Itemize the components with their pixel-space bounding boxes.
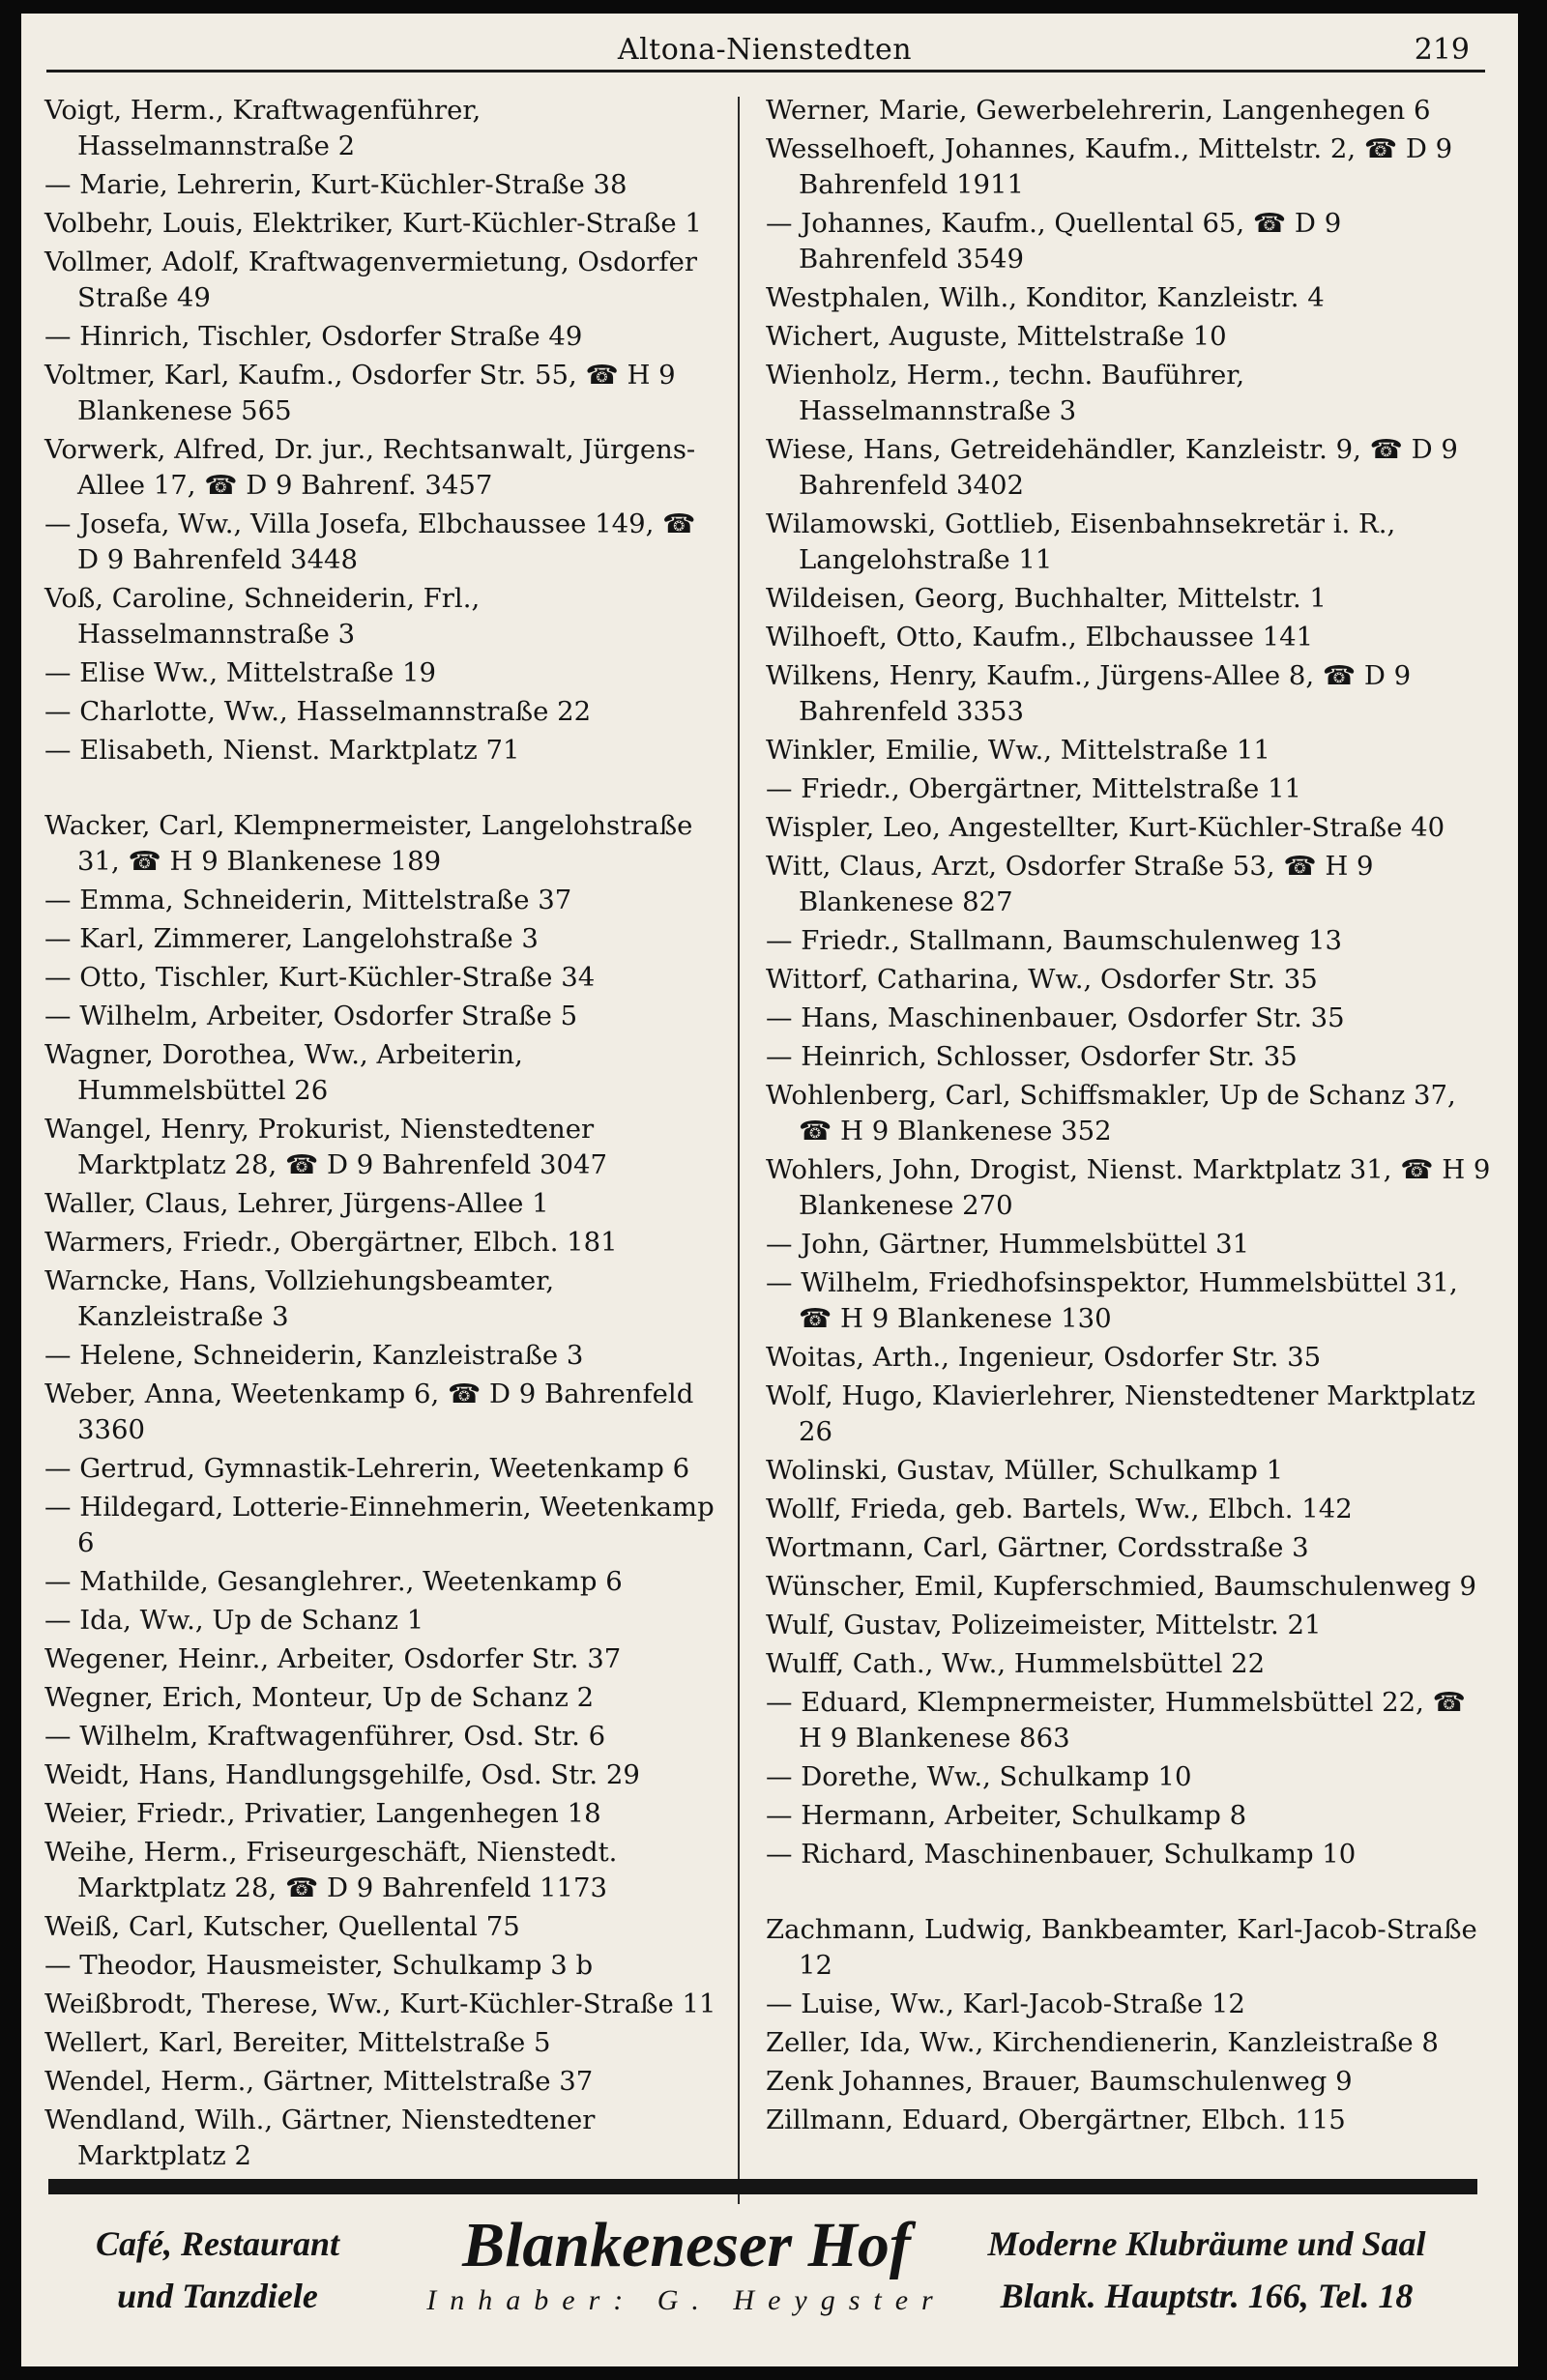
directory-entry: Zachmann, Ludwig, Bankbeamter, Karl-Jacob-Straße 12	[766, 1914, 1477, 1981]
directory-entry: — Richard, Maschinenbauer, Schulkamp 10	[766, 1839, 1357, 1870]
directory-entry: — Karl, Zimmerer, Langelohstraße 3	[44, 923, 539, 954]
directory-entry: — Otto, Tischler, Kurt-Küchler-Straße 34	[44, 962, 596, 993]
directory-entry: Wildeisen, Georg, Buchhalter, Mittelstr. 1	[766, 583, 1327, 614]
directory-entry: Wollf, Frieda, geb. Bartels, Ww., Elbch. 142	[766, 1494, 1353, 1524]
directory-entry: Wienholz, Herm., techn. Bauführer, Hasselmannstraße 3	[766, 360, 1245, 426]
page-title: Altona-Nienstedten	[617, 33, 913, 67]
directory-entry: Weißbrodt, Therese, Ww., Kurt-Küchler-Straße 11	[44, 1988, 716, 2019]
directory-entry: Voß, Caroline, Schneiderin, Frl., Hasselmannstraße 3	[44, 583, 481, 650]
directory-entry: Voigt, Herm., Kraftwagenführer, Hasselmannstraße 2	[44, 95, 482, 161]
directory-entry: — Friedr., Obergärtner, Mittelstraße 11	[766, 773, 1302, 804]
directory-entry: Wulff, Cath., Ww., Hummelsbüttel 22	[766, 1648, 1266, 1679]
directory-entry: Wegner, Erich, Monteur, Up de Schanz 2	[44, 1682, 595, 1713]
directory-entry: Wilamowski, Gottlieb, Eisenbahnsekretär i. R., Langelohstraße 11	[766, 508, 1396, 575]
directory-entry: — Wilhelm, Kraftwagenführer, Osd. Str. 6	[44, 1721, 606, 1752]
directory-entry: Weier, Friedr., Privatier, Langenhegen 18	[44, 1798, 601, 1829]
ad-brand-name: Blankeneser Hof	[462, 2210, 911, 2280]
directory-entry: Wulf, Gustav, Polizeimeister, Mittelstr. 21	[766, 1610, 1322, 1640]
directory-entry: Wortmann, Carl, Gärtner, Cordsstraße 3	[766, 1532, 1309, 1563]
directory-entry: — Hinrich, Tischler, Osdorfer Straße 49	[44, 321, 583, 352]
directory-entry: — Josefa, Ww., Villa Josefa, Elbchaussee 149, ☎ D 9 Bahrenfeld 3448	[44, 508, 696, 575]
directory-entry: Wichert, Auguste, Mittelstraße 10	[766, 321, 1227, 352]
directory-entry: — Dorethe, Ww., Schulkamp 10	[766, 1761, 1192, 1792]
footer-divider	[48, 2179, 1477, 2194]
directory-entry: — Elise Ww., Mittelstraße 19	[44, 657, 437, 688]
directory-entry: Wiese, Hans, Getreidehändler, Kanzleistr. 9, ☎ D 9 Bahrenfeld 3402	[766, 434, 1458, 501]
directory-entry: Vollmer, Adolf, Kraftwagenvermietung, Osdorfer Straße 49	[44, 247, 697, 313]
directory-entry: — Johannes, Kaufm., Quellental 65, ☎ D 9 Bahrenfeld 3549	[766, 208, 1342, 275]
advertisement	[48, 2210, 1477, 2345]
directory-entry: Zillmann, Eduard, Obergärtner, Elbch. 115	[766, 2104, 1346, 2135]
directory-entry: — Hans, Maschinenbauer, Osdorfer Str. 35	[766, 1002, 1345, 1033]
directory-entry: — Heinrich, Schlosser, Osdorfer Str. 35	[766, 1041, 1298, 1072]
directory-entry: — Wilhelm, Arbeiter, Osdorfer Straße 5	[44, 1001, 578, 1031]
page-header	[50, 25, 1479, 72]
directory-entry: Witt, Claus, Arzt, Osdorfer Straße 53, ☎ H 9 Blankenese 827	[766, 851, 1374, 917]
right-column	[766, 93, 1496, 2141]
ad-owner-line: Inhaber: G. Heygster	[426, 2284, 947, 2316]
ad-right-line-2: Blank. Hauptstr. 166, Tel. 18	[1000, 2277, 1414, 2315]
directory-entry: Wellert, Karl, Bereiter, Mittelstraße 5	[44, 2027, 551, 2058]
directory-entry: — Friedr., Stallmann, Baumschulenweg 13	[766, 925, 1343, 956]
directory-entry: Warncke, Hans, Vollziehungsbeamter, Kanzleistraße 3	[44, 1265, 555, 1332]
directory-entry: Wittorf, Catharina, Ww., Osdorfer Str. 35	[766, 964, 1318, 995]
directory-entry: Wendland, Wilh., Gärtner, Nienstedtener Marktplatz 2	[44, 2104, 596, 2171]
directory-entry: Wegener, Heinr., Arbeiter, Osdorfer Str. 37	[44, 1643, 622, 1674]
directory-entry: Weihe, Herm., Friseurgeschäft, Nienstedt. Marktplatz 28, ☎ D 9 Bahrenfeld 1173	[44, 1837, 618, 1903]
section-gap	[766, 1875, 1496, 1912]
directory-entry: Wangel, Henry, Prokurist, Nienstedtener Marktplatz 28, ☎ D 9 Bahrenfeld 3047	[44, 1114, 608, 1180]
directory-entry: — Luise, Ww., Karl-Jacob-Straße 12	[766, 1988, 1245, 2019]
directory-entry: Zenk Johannes, Brauer, Baumschulenweg 9	[766, 2066, 1353, 2097]
directory-entry: Wolinski, Gustav, Müller, Schulkamp 1	[766, 1455, 1284, 1486]
directory-entry: Wagner, Dorothea, Ww., Arbeiterin, Hummelsbüttel 26	[44, 1039, 523, 1106]
header-divider	[46, 70, 1485, 73]
left-column	[44, 93, 723, 2177]
directory-entry: Weber, Anna, Weetenkamp 6, ☎ D 9 Bahrenfeld 3360	[44, 1379, 694, 1445]
directory-entry: — Wilhelm, Friedhofsinspektor, Hummelsbüttel 31, ☎ H 9 Blankenese 130	[766, 1267, 1458, 1334]
ad-left-line-1: Café, Restaurant	[95, 2224, 340, 2263]
directory-entry: Voltmer, Karl, Kaufm., Osdorfer Str. 55, ☎ H 9 Blankenese 565	[44, 360, 676, 426]
directory-entry: Wacker, Carl, Klempnermeister, Langelohstraße 31, ☎ H 9 Blankenese 189	[44, 810, 693, 877]
directory-entry: Wolf, Hugo, Klavierlehrer, Nienstedtener Marktplatz 26	[766, 1380, 1475, 1447]
directory-entry: Waller, Claus, Lehrer, Jürgens-Allee 1	[44, 1188, 549, 1219]
directory-entry: Weidt, Hans, Handlungsgehilfe, Osd. Str. 29	[44, 1759, 640, 1790]
directory-entry: — Hermann, Arbeiter, Schulkamp 8	[766, 1800, 1247, 1831]
directory-entry: Wilhoeft, Otto, Kaufm., Elbchaussee 141	[766, 622, 1314, 653]
directory-entry: — Helene, Schneiderin, Kanzleistraße 3	[44, 1340, 584, 1371]
directory-entry: — Eduard, Klempnermeister, Hummelsbüttel 22, ☎ H 9 Blankenese 863	[766, 1687, 1466, 1754]
directory-page	[21, 14, 1518, 2366]
directory-entry: Wilkens, Henry, Kaufm., Jürgens-Allee 8, ☎ D 9 Bahrenfeld 3353	[766, 660, 1412, 727]
directory-entry: Volbehr, Louis, Elektriker, Kurt-Küchler-Straße 1	[44, 208, 702, 239]
column-divider	[738, 97, 740, 2204]
ad-right-text	[936, 2218, 1477, 2322]
directory-entry: — Gertrud, Gymnastik-Lehrerin, Weetenkamp 6	[44, 1453, 690, 1484]
ad-right-line-1: Moderne Klubräume und Saal	[987, 2224, 1426, 2263]
directory-entry: Wispler, Leo, Angestellter, Kurt-Küchler-Straße 40	[766, 812, 1445, 843]
directory-entry: — Charlotte, Ww., Hasselmannstraße 22	[44, 696, 592, 727]
directory-entry: Wendel, Herm., Gärtner, Mittelstraße 37	[44, 2066, 594, 2097]
directory-entry: — John, Gärtner, Hummelsbüttel 31	[766, 1229, 1250, 1260]
directory-entry: Zeller, Ida, Ww., Kirchendienerin, Kanzleistraße 8	[766, 2027, 1439, 2058]
directory-entry: Wünscher, Emil, Kupferschmied, Baumschulenweg 9	[766, 1571, 1476, 1602]
directory-entry: Wohlers, John, Drogist, Nienst. Marktplatz 31, ☎ H 9 Blankenese 270	[766, 1154, 1491, 1221]
directory-entry: Wohlenberg, Carl, Schiffsmakler, Up de Schanz 37, ☎ H 9 Blankenese 352	[766, 1080, 1456, 1146]
directory-entry: — Marie, Lehrerin, Kurt-Küchler-Straße 38	[44, 169, 628, 200]
directory-entry: Warmers, Friedr., Obergärtner, Elbch. 181	[44, 1227, 618, 1258]
directory-entry: — Ida, Ww., Up de Schanz 1	[44, 1605, 424, 1636]
directory-entry: Winkler, Emilie, Ww., Mittelstraße 11	[766, 735, 1270, 766]
directory-entry: — Mathilde, Gesanglehrer., Weetenkamp 6	[44, 1566, 623, 1597]
directory-entry: Vorwerk, Alfred, Dr. jur., Rechtsanwalt, Jürgens-Allee 17, ☎ D 9 Bahrenf. 3457	[44, 434, 696, 501]
directory-entry: — Theodor, Hausmeister, Schulkamp 3 b	[44, 1950, 594, 1981]
ad-left-line-2: und Tanzdiele	[117, 2277, 318, 2315]
directory-entry: — Elisabeth, Nienst. Marktplatz 71	[44, 735, 520, 766]
directory-entry: — Hildegard, Lotterie-Einnehmerin, Weetenkamp 6	[44, 1492, 715, 1558]
directory-entry: — Emma, Schneiderin, Mittelstraße 37	[44, 885, 572, 915]
section-gap	[44, 771, 723, 808]
directory-entry: Werner, Marie, Gewerbelehrerin, Langenhegen 6	[766, 95, 1431, 126]
directory-entry: Westphalen, Wilh., Konditor, Kanzleistr. 4	[766, 282, 1325, 313]
ad-left-text	[48, 2218, 387, 2322]
ad-center-text	[387, 2210, 986, 2320]
page-number: 219	[1414, 33, 1470, 67]
directory-entry: Weiß, Carl, Kutscher, Quellental 75	[44, 1911, 520, 1942]
directory-entry: Wesselhoeft, Johannes, Kaufm., Mittelstr. 2, ☎ D 9 Bahrenfeld 1911	[766, 133, 1453, 200]
directory-entry: Woitas, Arth., Ingenieur, Osdorfer Str. 35	[766, 1342, 1322, 1373]
